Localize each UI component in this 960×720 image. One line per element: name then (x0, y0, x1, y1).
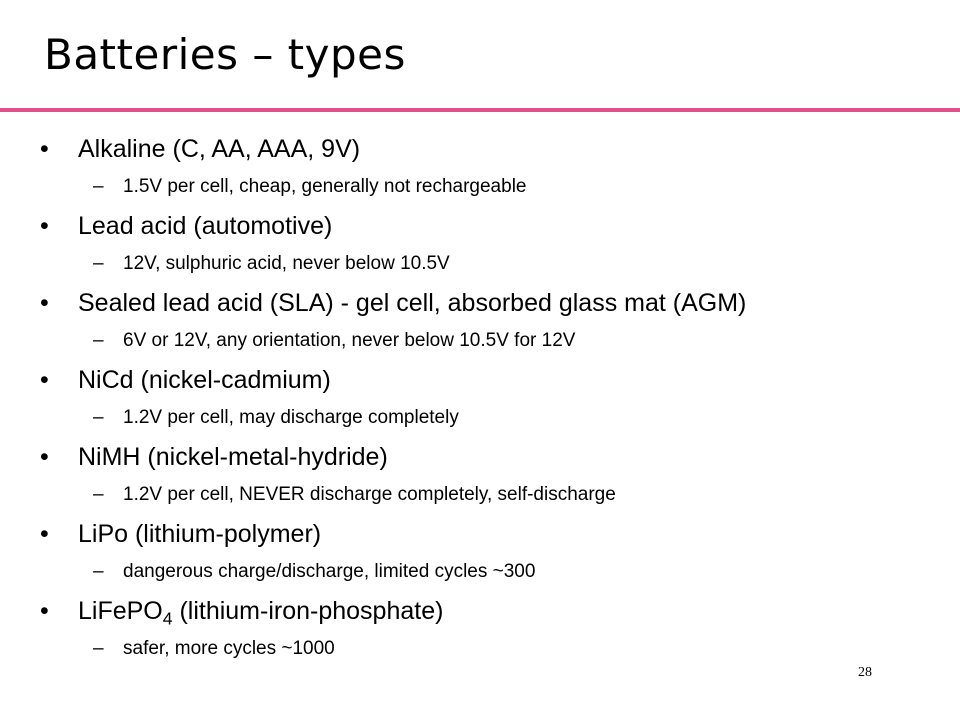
dash-icon: – (93, 407, 104, 428)
list-item (40, 515, 945, 592)
bullet-line (40, 438, 945, 476)
formula-subscript: 4 (162, 608, 173, 629)
bullet-text: NiMH (nickel-metal-hydride) (78, 443, 388, 471)
sub-bullet-line (40, 553, 945, 592)
bullet-icon: • (40, 212, 49, 240)
formula-description: (lithium-iron-phosphate) (172, 597, 444, 625)
sub-bullet-text: 6V or 12V, any orientation, never below 10.5V for 12V (123, 330, 576, 351)
bullet-line (40, 130, 945, 168)
sub-bullet-line (40, 476, 945, 515)
list-item (40, 438, 945, 515)
sub-bullet-text: 1.2V per cell, NEVER discharge completely, self-discharge (123, 484, 616, 505)
dash-icon: – (93, 253, 104, 274)
bullet-icon: • (40, 520, 49, 548)
formula-text: LiFePO (78, 597, 163, 625)
bullet-line (40, 515, 945, 553)
dash-icon: – (93, 638, 104, 659)
sub-bullet-line (40, 630, 945, 669)
sub-bullet-text: 1.5V per cell, cheap, generally not rechargeable (123, 176, 527, 197)
dash-icon: – (93, 176, 104, 197)
dash-icon: – (93, 330, 104, 351)
bullet-line (40, 207, 945, 245)
sub-bullet-text: 1.2V per cell, may discharge completely (123, 407, 459, 428)
bullet-text: Sealed lead acid (SLA) - gel cell, absorbed glass mat (AGM) (78, 289, 747, 317)
title-underline (0, 108, 960, 112)
list-item (40, 284, 945, 361)
bullet-text: Alkaline (C, AA, AAA, 9V) (78, 135, 361, 163)
sub-bullet-text: 12V, sulphuric acid, never below 10.5V (123, 253, 450, 274)
list-item (40, 592, 945, 669)
sub-bullet-line (40, 322, 945, 361)
dash-icon: – (93, 484, 104, 505)
bullet-line (40, 284, 945, 322)
sub-bullet-line (40, 245, 945, 284)
bullet-text (78, 592, 443, 630)
bullet-icon: • (40, 289, 49, 317)
bullet-icon: • (40, 366, 49, 394)
list-item (40, 207, 945, 284)
sub-bullet-text: safer, more cycles ~1000 (123, 638, 335, 659)
list-item (40, 361, 945, 438)
bullet-icon: • (40, 443, 49, 471)
dash-icon: – (93, 561, 104, 582)
bullet-icon: • (40, 135, 49, 163)
sub-bullet-line (40, 168, 945, 207)
sub-bullet-text: dangerous charge/discharge, limited cycles ~300 (123, 561, 536, 582)
slide-title: Batteries – types (44, 30, 406, 79)
bullet-text: Lead acid (automotive) (78, 212, 333, 240)
bullet-line (40, 592, 945, 630)
bullet-icon: • (40, 597, 49, 625)
bullet-list (40, 130, 945, 669)
sub-bullet-line (40, 399, 945, 438)
page-number: 28 (858, 665, 872, 680)
bullet-text: LiPo (lithium-polymer) (78, 520, 322, 548)
bullet-text: NiCd (nickel-cadmium) (78, 366, 331, 394)
bullet-line (40, 361, 945, 399)
list-item (40, 130, 945, 207)
